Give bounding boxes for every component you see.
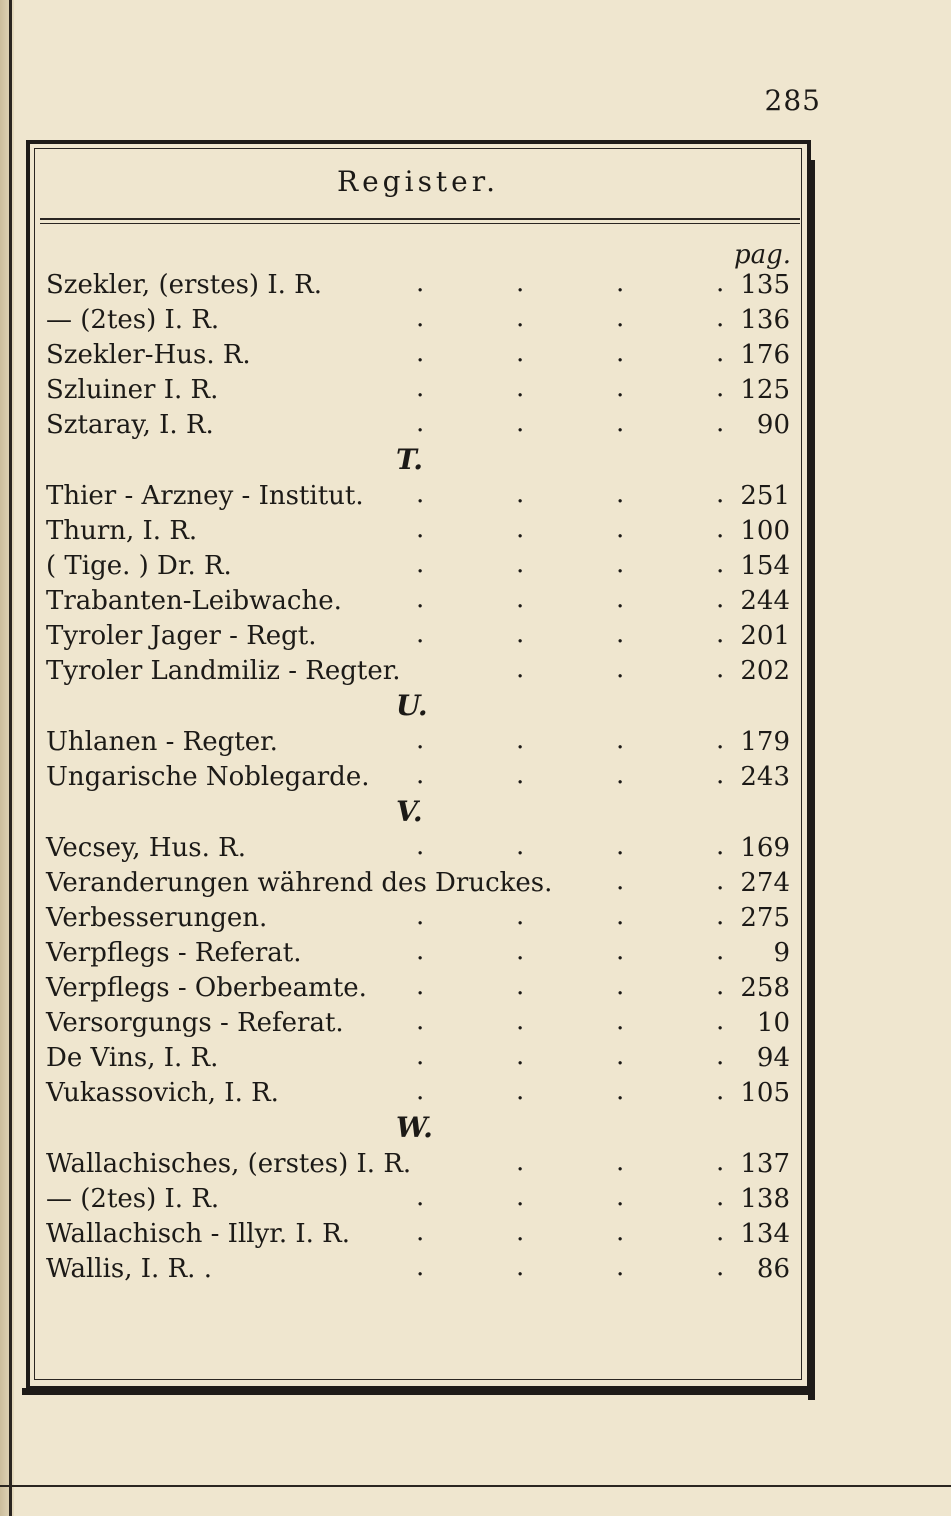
leader-dot: . [616, 514, 625, 544]
entry-page: 201 [740, 621, 790, 651]
entry-label: De Vins, I. R. [46, 1043, 219, 1073]
leader-dot: . [616, 1041, 625, 1071]
entry-label: Wallis, I. R. . [46, 1254, 212, 1284]
register-entry [46, 408, 796, 443]
leader-dot: . [616, 760, 625, 790]
page-bottom-rule [0, 1485, 951, 1487]
leader-dot: . [416, 268, 425, 298]
leader-dot: . [616, 338, 625, 368]
entry-page: 179 [740, 727, 790, 757]
entry-page: 169 [740, 833, 790, 863]
leader-dot: . [616, 936, 625, 966]
leader-dot: . [416, 831, 425, 861]
register-entry [46, 549, 796, 584]
section-letter-text: U. [396, 689, 428, 722]
entry-label: Verpflegs - Referat. [46, 938, 302, 968]
leader-dot: . [716, 901, 725, 931]
leader-dot: . [516, 1041, 525, 1071]
register-entry [46, 971, 796, 1006]
leader-dot: . [416, 1182, 425, 1212]
leader-dot: . [716, 268, 725, 298]
register-entry [46, 1041, 796, 1076]
leader-dot: . [716, 1147, 725, 1177]
entry-page: 86 [756, 1254, 790, 1284]
section-letter-text: V. [396, 795, 423, 828]
register-entry [46, 725, 796, 760]
leader-dot: . [416, 479, 425, 509]
entry-page: 244 [740, 586, 790, 616]
entry-label: Tyroler Landmiliz - Regter. [46, 656, 401, 686]
leader-dot: . [716, 514, 725, 544]
leader-dot: . [716, 1217, 725, 1247]
leader-dot: . [616, 1252, 625, 1282]
leader-dot: . [516, 338, 525, 368]
entry-page: 154 [740, 551, 790, 581]
leader-dot: . [416, 1006, 425, 1036]
leader-dot: . [516, 1217, 525, 1247]
leader-dot: . [616, 1182, 625, 1212]
leader-dot: . [716, 549, 725, 579]
leader-dot: . [516, 619, 525, 649]
entry-label: ( Tige. ) Dr. R. [46, 551, 232, 581]
register-entry [46, 901, 796, 936]
entry-page: 94 [756, 1043, 790, 1073]
entry-page: 134 [740, 1219, 790, 1249]
entry-label: Uhlanen - Regter. [46, 727, 278, 757]
entry-label: Versorgungs - Referat. [46, 1008, 344, 1038]
entry-label: Szluiner I. R. [46, 375, 219, 405]
register-entry [46, 1076, 796, 1111]
entry-label: Verpflegs - Oberbeamte. [46, 973, 367, 1003]
leader-dot: . [616, 549, 625, 579]
section-letter [46, 689, 796, 725]
leader-dot: . [716, 1041, 725, 1071]
register-entry [46, 1147, 796, 1182]
entry-label: Trabanten-Leibwache. [46, 586, 342, 616]
entry-label: Vecsey, Hus. R. [46, 833, 246, 863]
leader-dot: . [516, 654, 525, 684]
leader-dot: . [516, 408, 525, 438]
leader-dot: . [516, 268, 525, 298]
entry-label: Verbesserungen. [46, 903, 268, 933]
leader-dot: . [616, 831, 625, 861]
leader-dot: . [416, 1217, 425, 1247]
register-entry [46, 1252, 796, 1287]
leader-dot: . [416, 760, 425, 790]
register-entry [46, 654, 796, 689]
register-entry [46, 619, 796, 654]
register-entry [46, 584, 796, 619]
leader-dot: . [416, 549, 425, 579]
leader-dot: . [616, 1217, 625, 1247]
leader-dot: . [516, 760, 525, 790]
entry-page: 10 [756, 1008, 790, 1038]
leader-dot: . [716, 338, 725, 368]
leader-dot: . [516, 1006, 525, 1036]
entry-label: Ungarische Noblegarde. [46, 762, 370, 792]
section-letter [46, 1111, 796, 1147]
register-entry [46, 479, 796, 514]
leader-dot: . [416, 373, 425, 403]
section-letter-text: W. [396, 1111, 433, 1144]
entry-page: 243 [740, 762, 790, 792]
leader-dot: . [716, 1006, 725, 1036]
leader-dot: . [616, 866, 625, 896]
leader-dot: . [716, 1252, 725, 1282]
leader-dot: . [416, 901, 425, 931]
leader-dot: . [716, 408, 725, 438]
leader-dot: . [616, 1006, 625, 1036]
leader-dot: . [516, 1252, 525, 1282]
leader-dot: . [716, 654, 725, 684]
leader-dot: . [616, 619, 625, 649]
leader-dot: . [516, 725, 525, 755]
entry-label: Vukassovich, I. R. [46, 1078, 279, 1108]
section-letter [46, 443, 796, 479]
leader-dot: . [716, 936, 725, 966]
register-entry [46, 1006, 796, 1041]
register-entry [46, 1182, 796, 1217]
entry-page: 251 [740, 481, 790, 511]
leader-dot: . [616, 268, 625, 298]
register-entry [46, 338, 796, 373]
leader-dot: . [716, 1182, 725, 1212]
entry-label: Wallachisches, (erstes) I. R. [46, 1149, 412, 1179]
leader-dot: . [516, 1182, 525, 1212]
entry-label: — (2tes) I. R. [46, 305, 220, 335]
register-entry [46, 866, 796, 901]
entry-label: Veranderungen während des Druckes. [46, 868, 553, 898]
frame-shadow-right [808, 160, 815, 1400]
leader-dot: . [716, 866, 725, 896]
leader-dot: . [616, 971, 625, 1001]
entry-label: Szekler, (erstes) I. R. [46, 270, 322, 300]
leader-dot: . [416, 1252, 425, 1282]
leader-dot: . [416, 1041, 425, 1071]
register-entry [46, 268, 796, 303]
entry-label: Szekler-Hus. R. [46, 340, 251, 370]
leader-dot: . [416, 338, 425, 368]
entry-page: 9 [773, 938, 790, 968]
entry-page: 137 [740, 1149, 790, 1179]
leader-dot: . [616, 584, 625, 614]
entry-page: 90 [756, 410, 790, 440]
entry-page: 105 [740, 1078, 790, 1108]
register-heading: Register. [337, 165, 499, 198]
entry-page: 202 [740, 656, 790, 686]
leader-dot: . [416, 971, 425, 1001]
leader-dot: . [516, 479, 525, 509]
leader-dot: . [416, 584, 425, 614]
leader-dot: . [516, 936, 525, 966]
leader-dot: . [516, 901, 525, 931]
leader-dot: . [516, 549, 525, 579]
page-number: 285 [764, 84, 821, 117]
leader-dot: . [416, 936, 425, 966]
entry-label: — (2tes) I. R. [46, 1184, 220, 1214]
book-spine-edge [0, 0, 14, 1516]
leader-dot: . [416, 514, 425, 544]
leader-dot: . [616, 1076, 625, 1106]
leader-dot: . [416, 619, 425, 649]
leader-dot: . [716, 619, 725, 649]
leader-dot: . [616, 373, 625, 403]
leader-dot: . [716, 303, 725, 333]
register-entry [46, 831, 796, 866]
entry-label: Sztaray, I. R. [46, 410, 214, 440]
entry-page: 135 [740, 270, 790, 300]
leader-dot: . [516, 1076, 525, 1106]
leader-dot: . [516, 514, 525, 544]
leader-dot: . [716, 831, 725, 861]
leader-dot: . [616, 1147, 625, 1177]
register-entry [46, 1217, 796, 1252]
leader-dot: . [516, 1147, 525, 1177]
leader-dot: . [616, 725, 625, 755]
leader-dot: . [416, 303, 425, 333]
leader-dot: . [516, 584, 525, 614]
register-entry [46, 936, 796, 971]
leader-dot: . [516, 373, 525, 403]
entry-page: 136 [740, 305, 790, 335]
entry-page: 138 [740, 1184, 790, 1214]
leader-dot: . [716, 584, 725, 614]
entry-page: 258 [740, 973, 790, 1003]
leader-dot: . [716, 373, 725, 403]
entry-page: 125 [740, 375, 790, 405]
entry-label: Wallachisch - Illyr. I. R. [46, 1219, 351, 1249]
leader-dot: . [716, 725, 725, 755]
leader-dot: . [416, 408, 425, 438]
frame-shadow-bottom [22, 1388, 815, 1395]
leader-dot: . [616, 303, 625, 333]
register-entry [46, 760, 796, 795]
entry-label: Thier - Arzney - Institut. [46, 481, 364, 511]
leader-dot: . [616, 901, 625, 931]
leader-dot: . [716, 760, 725, 790]
entry-page: 100 [740, 516, 790, 546]
register-entry [46, 373, 796, 408]
leader-dot: . [616, 479, 625, 509]
heading-rule [40, 218, 800, 220]
section-letter [46, 795, 796, 831]
entry-label: Tyroler Jager - Regt. [46, 621, 317, 651]
register-entries [46, 268, 796, 1287]
leader-dot: . [616, 654, 625, 684]
register-entry [46, 303, 796, 338]
entry-page: 275 [740, 903, 790, 933]
leader-dot: . [616, 408, 625, 438]
leader-dot: . [716, 1076, 725, 1106]
entry-page: 274 [740, 868, 790, 898]
pag-label: pag. [733, 240, 791, 270]
entry-label: Thurn, I. R. [46, 516, 198, 546]
register-entry [46, 514, 796, 549]
leader-dot: . [516, 971, 525, 1001]
leader-dot: . [716, 479, 725, 509]
leader-dot: . [716, 971, 725, 1001]
leader-dot: . [516, 831, 525, 861]
leader-dot: . [416, 1076, 425, 1106]
leader-dot: . [516, 303, 525, 333]
leader-dot: . [416, 725, 425, 755]
heading-rule-thin [40, 223, 800, 224]
section-letter-text: T. [396, 443, 423, 476]
entry-page: 176 [740, 340, 790, 370]
